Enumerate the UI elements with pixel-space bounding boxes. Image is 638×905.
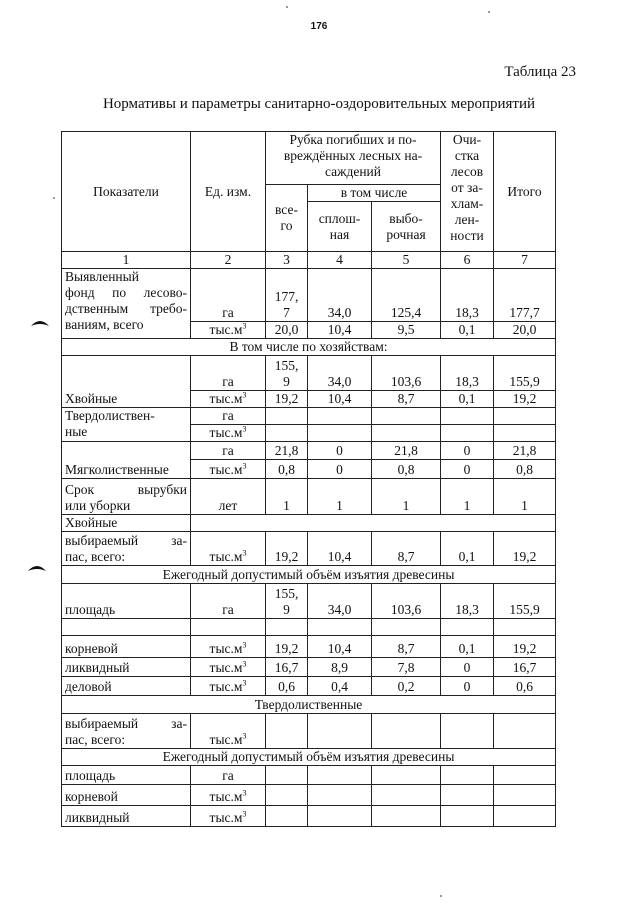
value-cell <box>441 425 494 442</box>
value-cell: 0,2 <box>372 677 441 696</box>
col-number: 2 <box>191 252 266 269</box>
unit-cell: $тыс.м^3$ <box>191 677 266 696</box>
unit-cell: лет <box>191 479 266 515</box>
label-line: Твердолиствен- <box>65 408 155 423</box>
unit-cell: га <box>191 584 266 619</box>
section-row <box>62 339 556 356</box>
punch-hole-mark <box>27 563 47 572</box>
unit-cell: $тыс.м^3$ <box>191 391 266 408</box>
row-label-identified <box>62 269 191 339</box>
table-row <box>62 408 556 425</box>
value-cell: 18,3 <box>441 584 494 619</box>
value-cell: 0,8 <box>372 460 441 479</box>
value-cell <box>441 714 494 749</box>
value-cell: 19,2 <box>494 532 556 566</box>
value-cell: 21,8 <box>266 442 308 460</box>
value-cell: 0 <box>308 442 372 460</box>
value-line: 177, <box>274 289 299 304</box>
value-cell: 16,7 <box>494 658 556 677</box>
blank-cell <box>62 619 191 636</box>
value-cell: 0,4 <box>308 677 372 696</box>
header-cleanup-line: Очи- <box>452 132 482 147</box>
sanitary-measures-table <box>61 131 556 827</box>
header-selective-line: рочная <box>386 226 426 242</box>
unit-cell: $тыс.м^3$ <box>191 322 266 339</box>
value-cell <box>266 785 308 806</box>
row-label-conifer-section: Хвойные <box>62 515 191 532</box>
value-cell: 10,4 <box>308 532 372 566</box>
value-cell <box>308 408 372 425</box>
header-cleanup <box>441 132 494 252</box>
value-cell: 0 <box>441 460 494 479</box>
table-row <box>62 442 556 460</box>
row-label-softwood: Мягколиственные <box>62 442 191 479</box>
value-cell: 103,6 <box>372 584 441 619</box>
value-cell: 8,7 <box>372 532 441 566</box>
header-felling-line: саждений <box>324 164 381 179</box>
row-label-hw-root: корневой <box>62 785 191 806</box>
value-cell: 177,7 <box>494 269 556 322</box>
value-cell: 0,6 <box>266 677 308 696</box>
header-felling-group <box>266 132 441 185</box>
value-cell: 19,2 <box>494 391 556 408</box>
header-selective-line: выбо- <box>389 210 423 226</box>
value-cell: 19,2 <box>266 391 308 408</box>
table-row <box>62 479 556 515</box>
label-line: дственным требо- <box>65 301 187 316</box>
value-cell <box>372 806 441 827</box>
value-line: 7 <box>283 305 290 320</box>
header-total: Итого <box>494 132 556 252</box>
value-cell <box>266 714 308 749</box>
value-cell: 10,4 <box>308 636 372 658</box>
row-label-business: деловой <box>62 677 191 696</box>
value-cell: 155,9 <box>494 584 556 619</box>
blank-cell <box>441 619 494 636</box>
value-cell <box>494 425 556 442</box>
column-numbers-row <box>62 252 556 269</box>
unit-cell: $тыс.м^3$ <box>191 460 266 479</box>
unit-cell: га <box>191 356 266 391</box>
header-felling-total-line: все- <box>275 202 298 217</box>
speck <box>286 6 288 8</box>
section-row <box>62 566 556 584</box>
blank-cell <box>372 619 441 636</box>
value-cell <box>266 806 308 827</box>
value-cell <box>494 714 556 749</box>
value-cell: 0,1 <box>441 532 494 566</box>
value-cell <box>441 766 494 785</box>
value-cell <box>266 408 308 425</box>
value-cell: 0,8 <box>266 460 308 479</box>
table-row <box>62 714 556 749</box>
row-label-liquid: ликвидный <box>62 658 191 677</box>
value-cell: 1 <box>441 479 494 515</box>
header-clear-line: ная <box>329 226 350 242</box>
label-line: пас, всего: <box>65 732 126 747</box>
row-label-hw-area: площадь <box>62 766 191 785</box>
value-cell <box>308 714 372 749</box>
value-cell: 21,8 <box>494 442 556 460</box>
header-cleanup-line: хлам- <box>450 196 484 211</box>
row-label-conifer-stock <box>62 532 191 566</box>
value-cell: 0,1 <box>441 322 494 339</box>
col-number: 4 <box>308 252 372 269</box>
blank-span <box>191 515 556 532</box>
col-number: 3 <box>266 252 308 269</box>
value-cell <box>266 356 308 391</box>
row-label-conifer: Хвойные <box>62 356 191 408</box>
unit-cell: $тыс.м^3$ <box>191 636 266 658</box>
row-label-hardwood <box>62 408 191 442</box>
value-cell: 1 <box>308 479 372 515</box>
value-cell: 0 <box>308 460 372 479</box>
section-row <box>62 749 556 766</box>
header-cleanup-line: от за- <box>451 180 483 195</box>
table-label: Таблица 23 <box>504 64 576 80</box>
row-label-root: корневой <box>62 636 191 658</box>
value-cell <box>266 584 308 619</box>
value-cell <box>494 408 556 425</box>
header-indicators: Показатели <box>62 132 191 252</box>
table-row <box>62 677 556 696</box>
unit-cell: $тыс.м^3$ <box>191 785 266 806</box>
table-row <box>62 766 556 785</box>
value-cell: 103,6 <box>372 356 441 391</box>
label-line: ваниям, всего <box>65 317 144 332</box>
value-cell: 34,0 <box>308 269 372 322</box>
header-felling-line: Рубка погибших и по- <box>289 132 417 147</box>
header-cleanup-line: лен- <box>454 212 480 227</box>
value-cell <box>441 806 494 827</box>
table-row <box>62 584 556 619</box>
header-clear <box>308 202 372 252</box>
value-cell: 34,0 <box>308 584 372 619</box>
value-cell: 0 <box>441 658 494 677</box>
blank-cell <box>266 619 308 636</box>
section-annual-cut: Ежегодный допустимый объём изъятия древесины <box>62 566 556 584</box>
header-row <box>62 132 556 185</box>
value-cell: 7,8 <box>372 658 441 677</box>
value-cell <box>372 766 441 785</box>
value-line: 155, <box>274 358 299 373</box>
label-line: пас, всего: <box>65 549 126 564</box>
label-line: Срок вырубки <box>65 482 187 497</box>
header-felling-line: вреждённых лесных на- <box>283 148 423 163</box>
value-cell: 18,3 <box>441 356 494 391</box>
header-cleanup-line: ности <box>450 228 484 243</box>
value-cell <box>441 408 494 425</box>
header-felling-total <box>266 185 308 252</box>
value-cell: 19,2 <box>266 636 308 658</box>
unit-cell: $тыс.м^3$ <box>191 532 266 566</box>
section-row <box>62 696 556 714</box>
value-line: 155, <box>274 586 299 601</box>
speck <box>53 197 55 199</box>
blank-cell <box>191 619 266 636</box>
value-cell <box>308 766 372 785</box>
header-unit: Ед. изм. <box>191 132 266 252</box>
value-cell: 8,7 <box>372 636 441 658</box>
value-line: 9 <box>283 602 290 617</box>
header-cleanup-line: стка <box>454 148 480 163</box>
label-line: фонд по лесово- <box>65 285 187 300</box>
value-cell: 1 <box>266 479 308 515</box>
section-annual-cut: Ежегодный допустимый объём изъятия древесины <box>62 749 556 766</box>
value-cell <box>266 269 308 322</box>
unit-cell: $тыс.м^3$ <box>191 658 266 677</box>
value-cell: 155,9 <box>494 356 556 391</box>
value-cell <box>494 806 556 827</box>
unit-cell: га <box>191 408 266 425</box>
table-row <box>62 636 556 658</box>
value-cell: 0 <box>441 677 494 696</box>
label-line: или уборки <box>65 498 131 513</box>
label-line: ные <box>65 424 88 439</box>
table-row <box>62 532 556 566</box>
value-line: 9 <box>283 374 290 389</box>
value-cell: 1 <box>372 479 441 515</box>
value-cell <box>494 785 556 806</box>
value-cell <box>372 785 441 806</box>
punch-hole-mark <box>30 318 50 327</box>
speck <box>440 895 442 897</box>
value-cell: 19,2 <box>494 636 556 658</box>
unit-cell: га <box>191 442 266 460</box>
value-cell: 9,5 <box>372 322 441 339</box>
table-row <box>62 515 556 532</box>
row-label-hw-liquid: ликвидный <box>62 806 191 827</box>
header-including: в том числе <box>308 185 441 202</box>
value-cell: 0,8 <box>494 460 556 479</box>
col-number: 7 <box>494 252 556 269</box>
value-cell <box>308 806 372 827</box>
unit-cell: $тыс.м^3$ <box>191 714 266 749</box>
value-cell: 21,8 <box>372 442 441 460</box>
value-cell: 10,4 <box>308 322 372 339</box>
label-line: Выявленный <box>65 269 139 284</box>
value-cell: 34,0 <box>308 356 372 391</box>
value-cell <box>308 425 372 442</box>
speck <box>488 11 490 13</box>
value-cell: 16,7 <box>266 658 308 677</box>
table-row <box>62 785 556 806</box>
value-cell: 125,4 <box>372 269 441 322</box>
label-line: выбираемый за- <box>65 533 187 548</box>
value-cell <box>372 425 441 442</box>
value-cell: 8,7 <box>372 391 441 408</box>
unit-cell: $тыс.м^3$ <box>191 806 266 827</box>
value-cell <box>308 785 372 806</box>
blank-cell <box>494 619 556 636</box>
value-cell <box>372 408 441 425</box>
header-cleanup-line: лесов <box>450 164 484 179</box>
row-label-term <box>62 479 191 515</box>
value-cell: 0,1 <box>441 636 494 658</box>
value-cell: 20,0 <box>266 322 308 339</box>
value-cell: 0 <box>441 442 494 460</box>
col-number: 6 <box>441 252 494 269</box>
value-cell: 19,2 <box>266 532 308 566</box>
value-cell: 0,1 <box>441 391 494 408</box>
unit-cell: га <box>191 269 266 322</box>
value-cell: 8,9 <box>308 658 372 677</box>
unit-cell: $тыс.м^3$ <box>191 425 266 442</box>
table-row <box>62 269 556 322</box>
value-cell: 0,6 <box>494 677 556 696</box>
table-title: Нормативы и параметры санитарно-оздоровительных мероприятий <box>102 96 536 112</box>
page-number: 176 <box>310 21 328 32</box>
header-clear-line: сплош- <box>318 210 361 226</box>
table-row <box>62 658 556 677</box>
col-number: 5 <box>372 252 441 269</box>
row-label-hardwood-stock <box>62 714 191 749</box>
label-line: выбираемый за- <box>65 716 187 731</box>
value-cell <box>441 785 494 806</box>
header-felling-total-line: го <box>280 218 293 233</box>
value-cell: 1 <box>494 479 556 515</box>
value-cell <box>266 425 308 442</box>
value-cell <box>494 766 556 785</box>
value-cell: 20,0 <box>494 322 556 339</box>
section-hardwood: Твердолиственные <box>62 696 556 714</box>
value-cell: 18,3 <box>441 269 494 322</box>
header-selective <box>372 202 441 252</box>
value-cell <box>372 714 441 749</box>
blank-cell <box>308 619 372 636</box>
col-number: 1 <box>62 252 191 269</box>
table-row <box>62 356 556 391</box>
table-row <box>62 806 556 827</box>
table-row <box>62 619 556 636</box>
unit-cell: га <box>191 766 266 785</box>
value-cell <box>266 766 308 785</box>
section-by-farms: В том числе по хозяйствам: <box>62 339 556 356</box>
value-cell: 10,4 <box>308 391 372 408</box>
row-label-area: площадь <box>62 584 191 619</box>
